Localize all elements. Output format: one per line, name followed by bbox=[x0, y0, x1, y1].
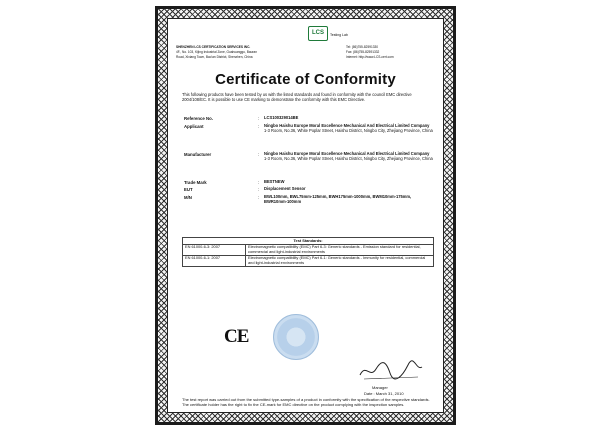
address-line-2: Road, Xixiang Town, Bao'an District, Shenzhen, China bbox=[176, 55, 253, 59]
standards-header: Test Standards: bbox=[183, 238, 434, 245]
website: Internet: http://www.LCS-cert.com bbox=[346, 55, 394, 59]
trademark-label: Trade Mark bbox=[184, 180, 207, 185]
applicant-label: Applicant bbox=[184, 124, 204, 129]
standard-code: EN 61000-6-1: 2007 bbox=[183, 255, 246, 266]
certificate-body: LCS Testing Lab SHENZHEN LCS CERTIFICATION SERVICES INC. 4F., No. 103, Kijing Industrial Zone, Guahuanggu, Bauran Road, Xixiang Town, Bao'an District, Shenzhen, China Tel: (86)755-82591330 Fax: (86)755-82591332 Internet: http://www.LCS-cert.com Certificate of Conformity This following products have been tested by us with the listed standards and found in conformity with the council EMC directive 2004/108/EC. It is possible to use CE marking to demonstrate the conformity with this EMC Directive. Reference No. : LCS100329014BE Applicant : Ningbo Haishu Europe Moral Excellence Mechanical And Electrical Limited Company 1-3 Room, No.36, White Poplar Street, Haishu District, Ningbo City, Zhejiang Province, China Manufacturer : Ningbo Haishu Europe Moral Excellence Mechanical And Electrical Limited Company 1-3 Room, No.36, White Poplar Street, Haishu District, Ningbo City, Zhejiang Province, China Trade Mark : BESTNEW EUT : Displacement Sensor M/N : BWL100mm, BWL75mm-125mm, BWH175mm-1000mm, BWM10mm-175mm, BWR10mm-100mm Test Standards: EN 61000-6-3: 2007 Electromagnetic compatibility (EMC) Part 6-3: Generic standards - Emission standard for residential, commercial and light-industrial environments EN 61000-6-1: 2007 Electromagnetic compatibility (EMC) Part 6-1: Generic standards - Immunity for residential, commercial and light-industrial environments CE Manager Date : March 31, 2010 The test report was carried out from the submitted type-samples of a product in conformity with the specification of the respective standards. The certificate holder has the right to fix the CE-mark for EMC directive on the product complying with the inspection samples. bbox=[167, 18, 444, 413]
footer-text: The test report was carried out from the submitted type-samples of a product in conformity with the specification of the respective standards. The certificate holder has the right to fix the CE-mark for EMC directive on the product complying with the inspection samples. bbox=[182, 397, 430, 407]
standard-desc: Electromagnetic compatibility (EMC) Part 6-3: Generic standards - Emission standard for residential, commercial and light-industrial environments bbox=[246, 244, 434, 255]
fax: Fax: (86)755-82591332 bbox=[346, 50, 380, 54]
standards-table bbox=[182, 237, 434, 267]
mn-label: M/N bbox=[184, 195, 192, 200]
eut-label: EUT bbox=[184, 187, 193, 192]
page-title: Certificate of Conformity bbox=[215, 71, 396, 88]
ce-mark: CE bbox=[224, 326, 249, 347]
address-line-1: 4F., No. 103, Kijing Industrial Zone, Guahuanggu, Bauran bbox=[176, 50, 257, 54]
manufacturer-label: Manufacturer bbox=[184, 152, 212, 157]
manufacturer-value: Ningbo Haishu Europe Moral Excellence Mechanical And Electrical Limited Company 1-3 Room, No.36, White Poplar Street, Haishu District, Ningbo City, Zhejiang Province, China bbox=[264, 151, 433, 161]
manager-signature bbox=[356, 357, 426, 383]
manager-title: Manager bbox=[372, 385, 388, 390]
eut-value: Displacement Sensor bbox=[264, 186, 306, 191]
table-row bbox=[183, 255, 434, 266]
intro-text: This following products have been tested by us with the listed standards and found in conformity with the council EMC directive 2004/108/EC. It is possible to use CE marking to demonstrate the conformity with this EMC Directive. bbox=[182, 92, 412, 102]
logo-label: Testing Lab bbox=[330, 33, 348, 37]
lcs-logo: LCS bbox=[308, 26, 328, 41]
table-row bbox=[183, 244, 434, 255]
reference-value: LCS100329014BE bbox=[264, 115, 299, 120]
standard-desc: Electromagnetic compatibility (EMC) Part 6-1: Generic standards - Immunity for residential, commercial and light-industrial environments bbox=[246, 255, 434, 266]
trademark-value: BESTNEW bbox=[264, 179, 285, 184]
mn-value: BWL100mm, BWL75mm-125mm, BWH175mm-1000mm, BWM10mm-175mm, BWR10mm-100mm bbox=[264, 194, 412, 204]
standard-code: EN 61000-6-3: 2007 bbox=[183, 244, 246, 255]
certificate-date: Date : March 31, 2010 bbox=[364, 391, 404, 396]
applicant-value: Ningbo Haishu Europe Moral Excellence Mechanical And Electrical Limited Company 1-3 Room, No.36, White Poplar Street, Haishu District, Ningbo City, Zhejiang Province, China bbox=[264, 123, 433, 133]
reference-label: Reference No. bbox=[184, 116, 213, 121]
certificate-frame bbox=[155, 6, 456, 425]
tel: Tel: (86)755-82591330 bbox=[346, 45, 379, 49]
company-name: SHENZHEN LCS CERTIFICATION SERVICES INC. bbox=[176, 45, 251, 49]
official-seal bbox=[273, 314, 319, 360]
